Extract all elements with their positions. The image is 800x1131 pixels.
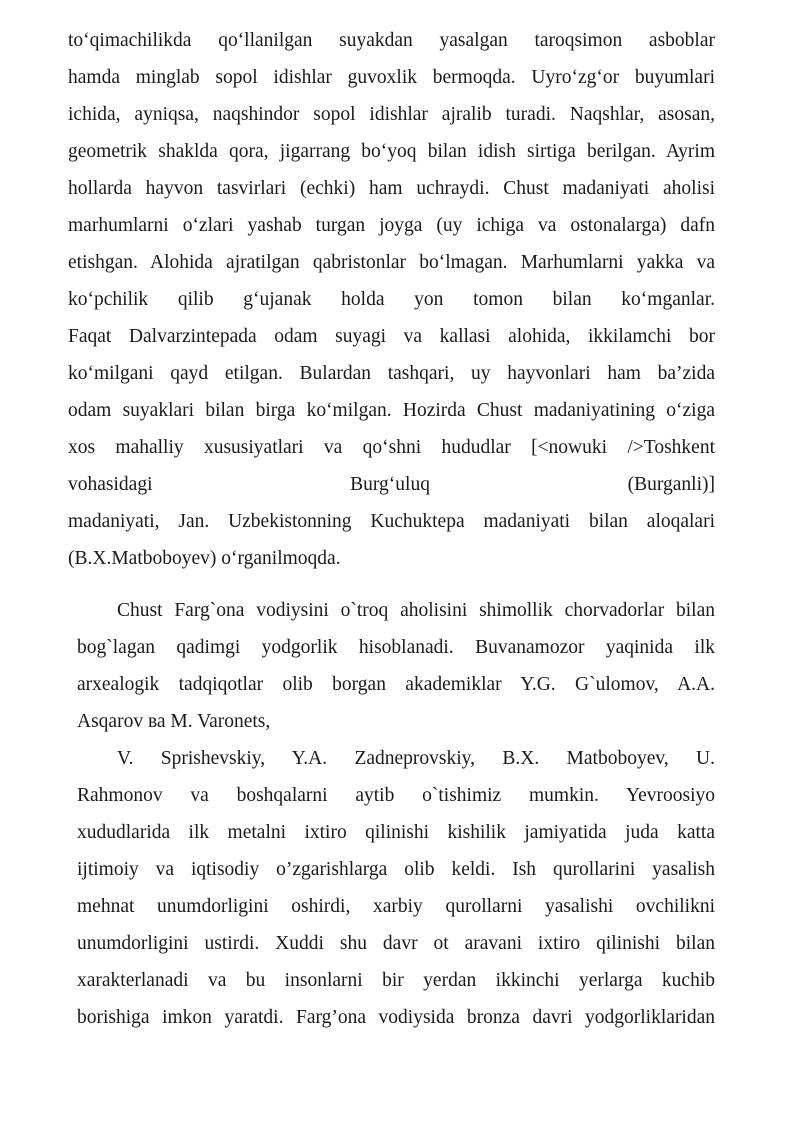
text-line: ko‘milgani qayd etilgan. Bulardan tashqari, uy hayvonlari ham ba’zida (68, 363, 715, 384)
text-line: xarakterlanadi va bu insonlarni bir yerdan ikkinchi yerlarga kuchib (77, 970, 715, 991)
text-line: Rahmonov va boshqalarni aytib o`tishimiz mumkin. Yevroosiyo (77, 785, 715, 806)
text-line: ijtimoiy va iqtisodiy o’zgarishlarga olib keldi. Ish qurollarini yasalish (77, 859, 715, 880)
text-line: geometrik shaklda qora, jigarrang bo‘yoq bilan idish sirtiga berilgan. Ayrim (68, 141, 715, 162)
text-line: bog`lagan qadimgi yodgorlik hisoblanadi. Buvanamozor yaqinida ilk (77, 637, 715, 658)
text-line: borishiga imkon yaratdi. Farg’ona vodiysida bronza davri yodgorliklaridan (77, 1007, 715, 1028)
text-line: madaniyati, Jan. Uzbekistonning Kuchuktepa madaniyati bilan aloqalari (68, 511, 715, 532)
text-line: arxealogik tadqiqotlar olib borgan akademiklar Y.G. G`ulomov, A.A. (77, 674, 715, 695)
text-line: to‘qimachilikda qo‘llanilgan suyakdan yasalgan taroqsimon asboblar (68, 30, 715, 51)
text-line: vohasidagi Burg‘uluq (Burganli)] (68, 474, 715, 495)
text-line: odam suyaklari bilan birga ko‘milgan. Hozirda Chust madaniyatining o‘ziga (68, 400, 715, 421)
text-line: Faqat Dalvarzintepada odam suyagi va kallasi alohida, ikkilamchi bor (68, 326, 715, 347)
text-line: xududlarida ilk metalni ixtiro qilinishi kishilik jamiyatida juda katta (77, 822, 715, 843)
text-line: Chust Farg`ona vodiysini o`troq aholisini shimollik chorvadorlar bilan (117, 600, 715, 621)
text-line: mehnat unumdorligini oshirdi, xarbiy qurollarni yasalishi ovchilikni (77, 896, 715, 917)
text-line: V. Sprishevskiy, Y.A. Zadneprovskiy, B.X. Matboboyev, U. (117, 748, 715, 769)
text-line: hollarda hayvon tasvirlari (echki) ham uchraydi. Chust madaniyati aholisi (68, 178, 715, 199)
text-line: ichida, ayniqsa, naqshindor sopol idishlar ajralib turadi. Naqshlar, asosan, (68, 104, 715, 125)
text-line: ko‘pchilik qilib g‘ujanak holda yon tomon bilan ko‘mganlar. (68, 289, 715, 310)
text-line: marhumlarni o‘zlari yashab turgan joyga (uy ichiga va ostonalarga) dafn (68, 215, 715, 236)
text-line: xos mahalliy xususiyatlari va qo‘shni hududlar [<nowuki />Toshkent (68, 437, 715, 458)
text-line: etishgan. Alohida ajratilgan qabristonlar bo‘lmagan. Marhumlarni yakka va (68, 252, 715, 273)
text-line: hamda minglab sopol idishlar guvoxlik bermoqda. Uyro‘zg‘or buyumlari (68, 67, 715, 88)
text-line: (B.X.Matboboyev) o‘rganilmoqda. (68, 548, 341, 569)
text-line: Asqarov ва M. Varonets, (77, 711, 271, 732)
text-line: unumdorligini ustirdi. Xuddi shu davr ot aravani ixtiro qilinishi bilan (77, 933, 715, 954)
